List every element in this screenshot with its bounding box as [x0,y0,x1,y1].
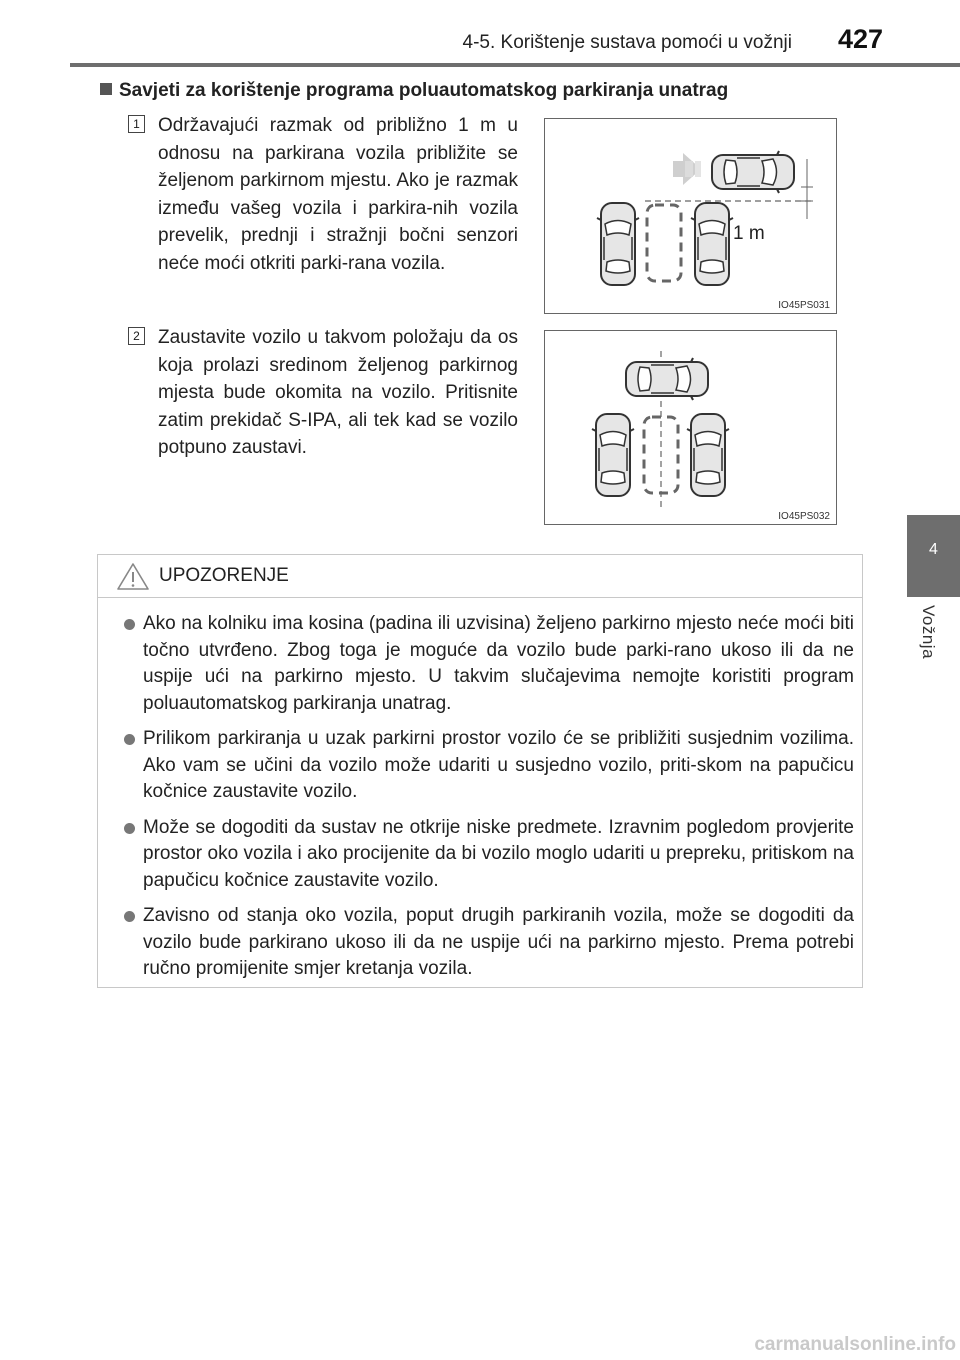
bullet-icon [124,619,135,630]
chapter-tab [907,515,960,597]
figure-code-1: IO45PS031 [778,300,830,311]
warning-item: Zavisno od stanja oko vozila, poput drugih parkiranih vozila, može se dogoditi da vozilo bude parkirano ukoso ili da ne uspije ući na parkirno mjesto. Prema potrebi ručno promijenite smjer kretanja vozila. [118,903,854,983]
warning-list [118,611,854,992]
step-text-1: Održavajući razmak od približno 1 m u odnosu na parkirana vozila približite se željenom parkirnom mjestu. Ako je razmak između vašeg vozila i parkira-nih vozila prevelik, prednji i stražnji bočni senzori neće moći otkriti parki-rana vozila. [158,115,518,274]
header-rule [70,63,960,67]
warning-triangle-icon [116,561,150,591]
warning-item: Može se dogoditi da sustav ne otkrije niske predmete. Izravnim pogledom provjerite prostor oko vozila i ako procijenite da bi vozilo moglo udariti u prepreku, pritiskom na papučicu kočnice zaustavite vozilo. [118,815,854,895]
figure-code-2: IO45PS032 [778,511,830,522]
chapter-tab-number: 4 [929,541,938,558]
warning-box [97,554,863,988]
chapter-title: 4-5. Korištenje sustava pomoći u vožnji [462,32,792,53]
warning-item: Ako na kolniku ima kosina (padina ili uzvisina) željeno parkirno mjesto neće moći biti točno utvrđeno. Zbog toga je moguće da vozilo bude parki-rano ukoso ili da ne uspije ući na parkirno mjesto. U takvim slučajevima nemojte koristiti program poluautomatskog parkiranja unatrag. [118,611,854,717]
page-number: 427 [838,24,884,54]
perpendicular-stop-illustration [545,331,836,524]
section-heading-text: Savjeti za korištenje programa poluautomatskog parkiranja unatrag [119,80,729,101]
warning-header [98,555,862,598]
figure-step-1 [544,118,837,314]
warning-title: UPOZORENJE [159,565,289,586]
warning-item: Prilikom parkiranja u uzak parkirni prostor vozilo će se približiti susjednim vozilima. Ako vam se učini da vozilo može udariti u susjedno vozilo, priti-skom na papučicu kočnice zaustavite vozilo. [118,726,854,806]
square-bullet-icon [100,83,112,95]
step-text-2: Zaustavite vozilo u takvom položaju da os koja prolazi sredinom željenog parkirnog mjesta bude okomita na vozilo. Pritisnite zatim prekidač S-IPA, ali tek kad se vozilo potpuno zaustavi. [158,327,518,458]
bullet-icon [124,823,135,834]
step-number-2: 2 [128,327,145,345]
chapter-tab-label: Vožnja [919,605,938,660]
parking-slot [647,205,681,281]
parking-distance-illustration [545,119,836,313]
distance-label: 1 m [733,223,765,244]
bullet-icon [124,911,135,922]
bullet-icon [124,734,135,745]
figure-step-2 [544,330,837,525]
step-number-1: 1 [128,115,145,133]
watermark: carmanualsonline.info [754,1334,956,1355]
section-heading [100,80,728,102]
